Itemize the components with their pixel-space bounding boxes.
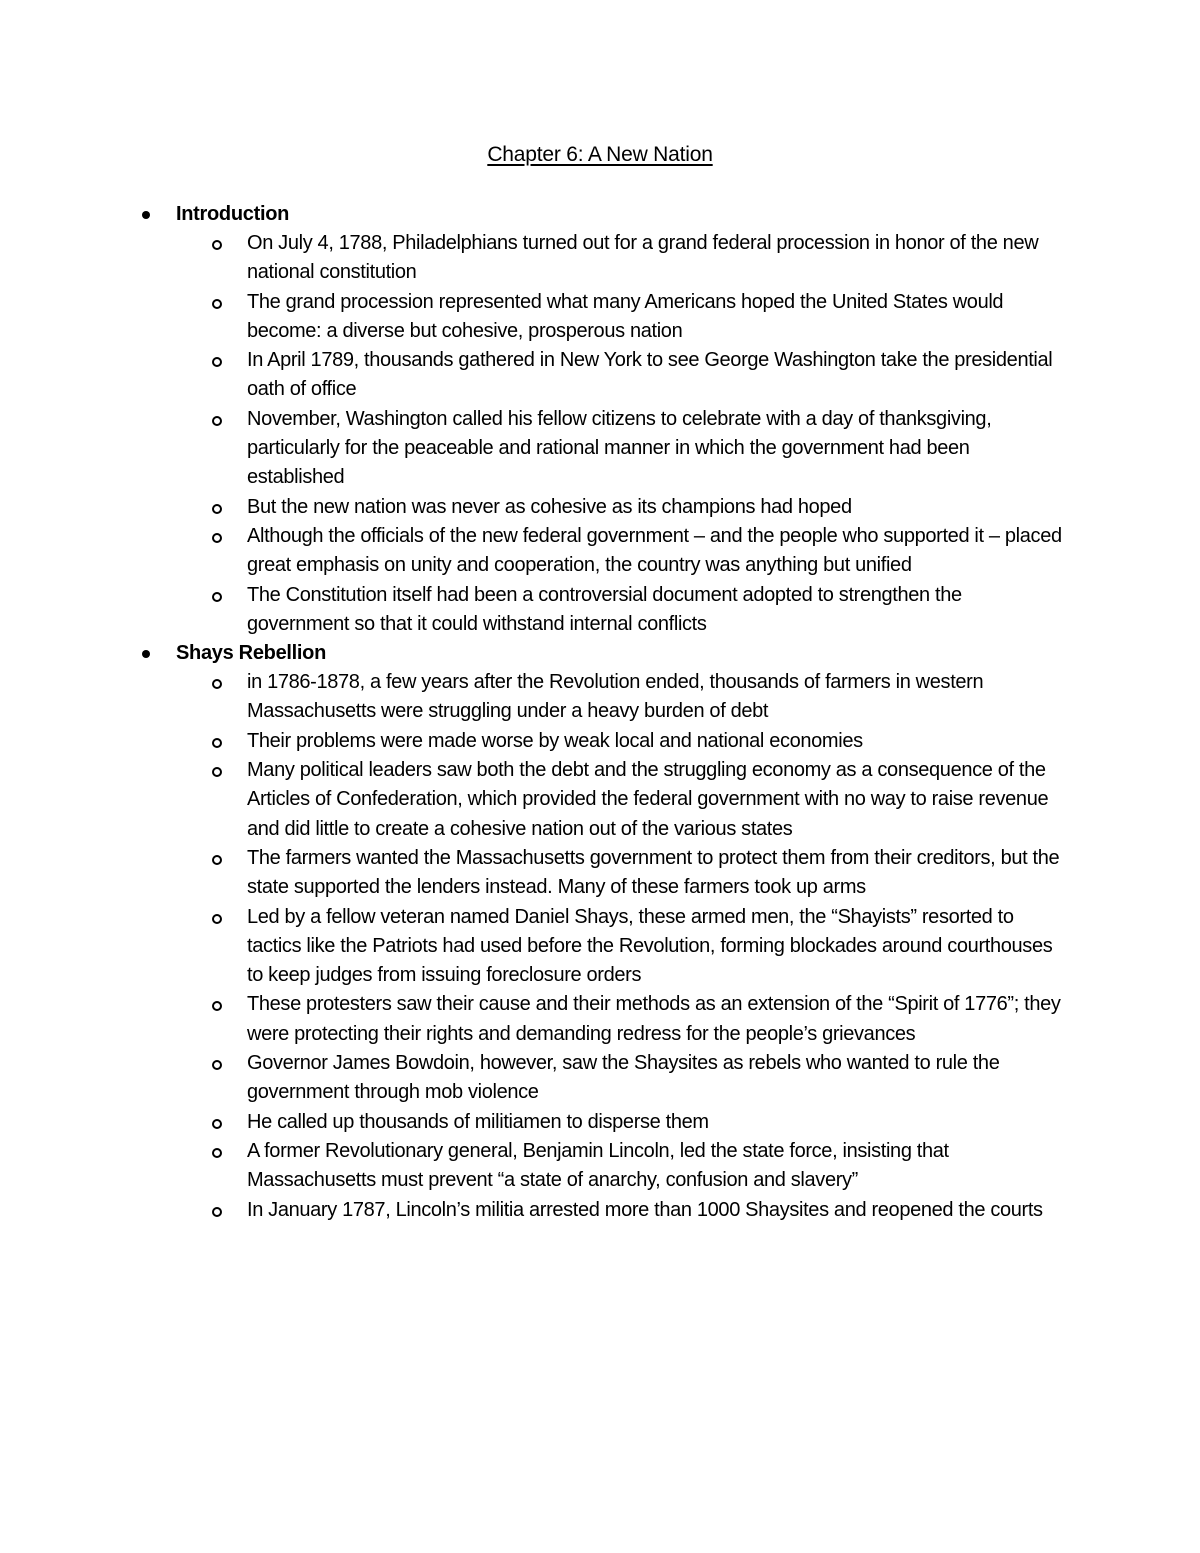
sub-list — [0, 229, 1200, 639]
hollow-bullet-icon — [212, 1001, 222, 1011]
list-item — [0, 1137, 1067, 1196]
section-heading — [0, 200, 1200, 229]
list-item-text: Many political leaders saw both the debt and the struggling economy as a consequence of the Articles of Confederation, which provided the federal government with no way to raise revenue and did little to create a cohesive nation out of the various states — [247, 759, 1049, 840]
list-item-text: November, Washington called his fellow citizens to celebrate with a day of thanksgiving, particularly for the peaceable and rational manner in which the government had been established — [247, 407, 992, 489]
list-item-text: in 1786-1878, a few years after the Revolution ended, thousands of farmers in western Massachusetts were struggling under a heavy burden of debt — [247, 671, 984, 723]
list-item-text: The Constitution itself had been a controversial document adopted to strengthen the government so that it could withstand internal conflicts — [247, 583, 962, 635]
list-item — [0, 405, 1067, 493]
hollow-bullet-icon — [212, 1119, 222, 1129]
list-item-text: The grand procession represented what many Americans hoped the United States would become: a diverse but cohesive, prosperous nation — [247, 290, 1004, 342]
hollow-bullet-icon — [212, 1148, 222, 1158]
list-item — [0, 1196, 1067, 1225]
list-item-text: In April 1789, thousands gathered in New York to see George Washington take the presidential oath of office — [247, 349, 1053, 401]
list-item-text: A former Revolutionary general, Benjamin Lincoln, led the state force, insisting that Massachusetts must prevent “a state of anarchy, confusion and slavery” — [247, 1139, 949, 1192]
list-item-text: He called up thousands of militiamen to disperse them — [247, 1110, 709, 1133]
list-item — [0, 229, 1067, 288]
list-item — [0, 522, 1067, 581]
list-item-text: Governor James Bowdoin, however, saw the Shaysites as rebels who wanted to rule the government through mob violence — [247, 1052, 1000, 1104]
list-item-text: Led by a fellow veteran named Daniel Shays, these armed men, the “Shayists” resorted to tactics like the Patriots had used before the Revolution, forming blockades around courthouses to keep judges from issuing foreclosure orders — [247, 905, 1053, 987]
section-heading — [0, 639, 1200, 668]
list-item-text: On July 4, 1788, Philadelphians turned out for a grand federal procession in honor of the new national constitution — [247, 232, 1039, 284]
list-item — [0, 668, 1067, 727]
hollow-bullet-icon — [212, 240, 222, 250]
list-item — [0, 727, 1067, 756]
list-item-text: The farmers wanted the Massachusetts government to protect them from their creditors, but the state supported the lenders instead. Many of these farmers took up arms — [247, 846, 1060, 899]
list-item — [0, 1049, 1067, 1108]
list-item — [0, 581, 1067, 640]
hollow-bullet-icon — [212, 738, 222, 748]
hollow-bullet-icon — [212, 299, 222, 309]
list-item-text: These protesters saw their cause and their methods as an extension of the “Spirit of 1776”; they were protecting their rights and demanding redress for the people’s grievances — [247, 993, 1061, 1045]
hollow-bullet-icon — [212, 592, 222, 602]
list-item — [0, 844, 1067, 903]
list-item — [0, 288, 1067, 347]
filled-bullet-icon — [142, 211, 150, 219]
hollow-bullet-icon — [212, 416, 222, 426]
sub-list — [0, 668, 1200, 1225]
list-item — [0, 756, 1067, 844]
hollow-bullet-icon — [212, 357, 222, 367]
hollow-bullet-icon — [212, 679, 222, 689]
hollow-bullet-icon — [212, 504, 222, 514]
hollow-bullet-icon — [212, 1060, 222, 1070]
hollow-bullet-icon — [212, 533, 222, 543]
section-heading-text: Introduction — [176, 203, 290, 225]
section-shays-rebellion — [0, 639, 1200, 1225]
hollow-bullet-icon — [212, 914, 222, 924]
outline-list — [0, 200, 1200, 1225]
list-item-text: But the new nation was never as cohesive as its champions had hoped — [247, 495, 852, 518]
list-item-text: Although the officials of the new federal government – and the people who supported it – placed great emphasis on unity and cooperation, the country was anything but unified — [247, 524, 1062, 577]
list-item — [0, 903, 1067, 991]
page-title: Chapter 6: A New Nation — [487, 143, 713, 166]
hollow-bullet-icon — [212, 855, 222, 865]
list-item — [0, 1108, 1067, 1137]
list-item — [0, 346, 1067, 405]
section-heading-text: Shays Rebellion — [176, 642, 326, 665]
list-item-text: In January 1787, Lincoln’s militia arrested more than 1000 Shaysites and reopened the courts — [247, 1198, 1043, 1221]
list-item — [0, 990, 1067, 1049]
hollow-bullet-icon — [212, 767, 222, 777]
section-introduction — [0, 200, 1200, 639]
filled-bullet-icon — [142, 650, 150, 658]
hollow-bullet-icon — [212, 1207, 222, 1217]
list-item — [0, 493, 1067, 522]
list-item-text: Their problems were made worse by weak local and national economies — [247, 729, 863, 752]
